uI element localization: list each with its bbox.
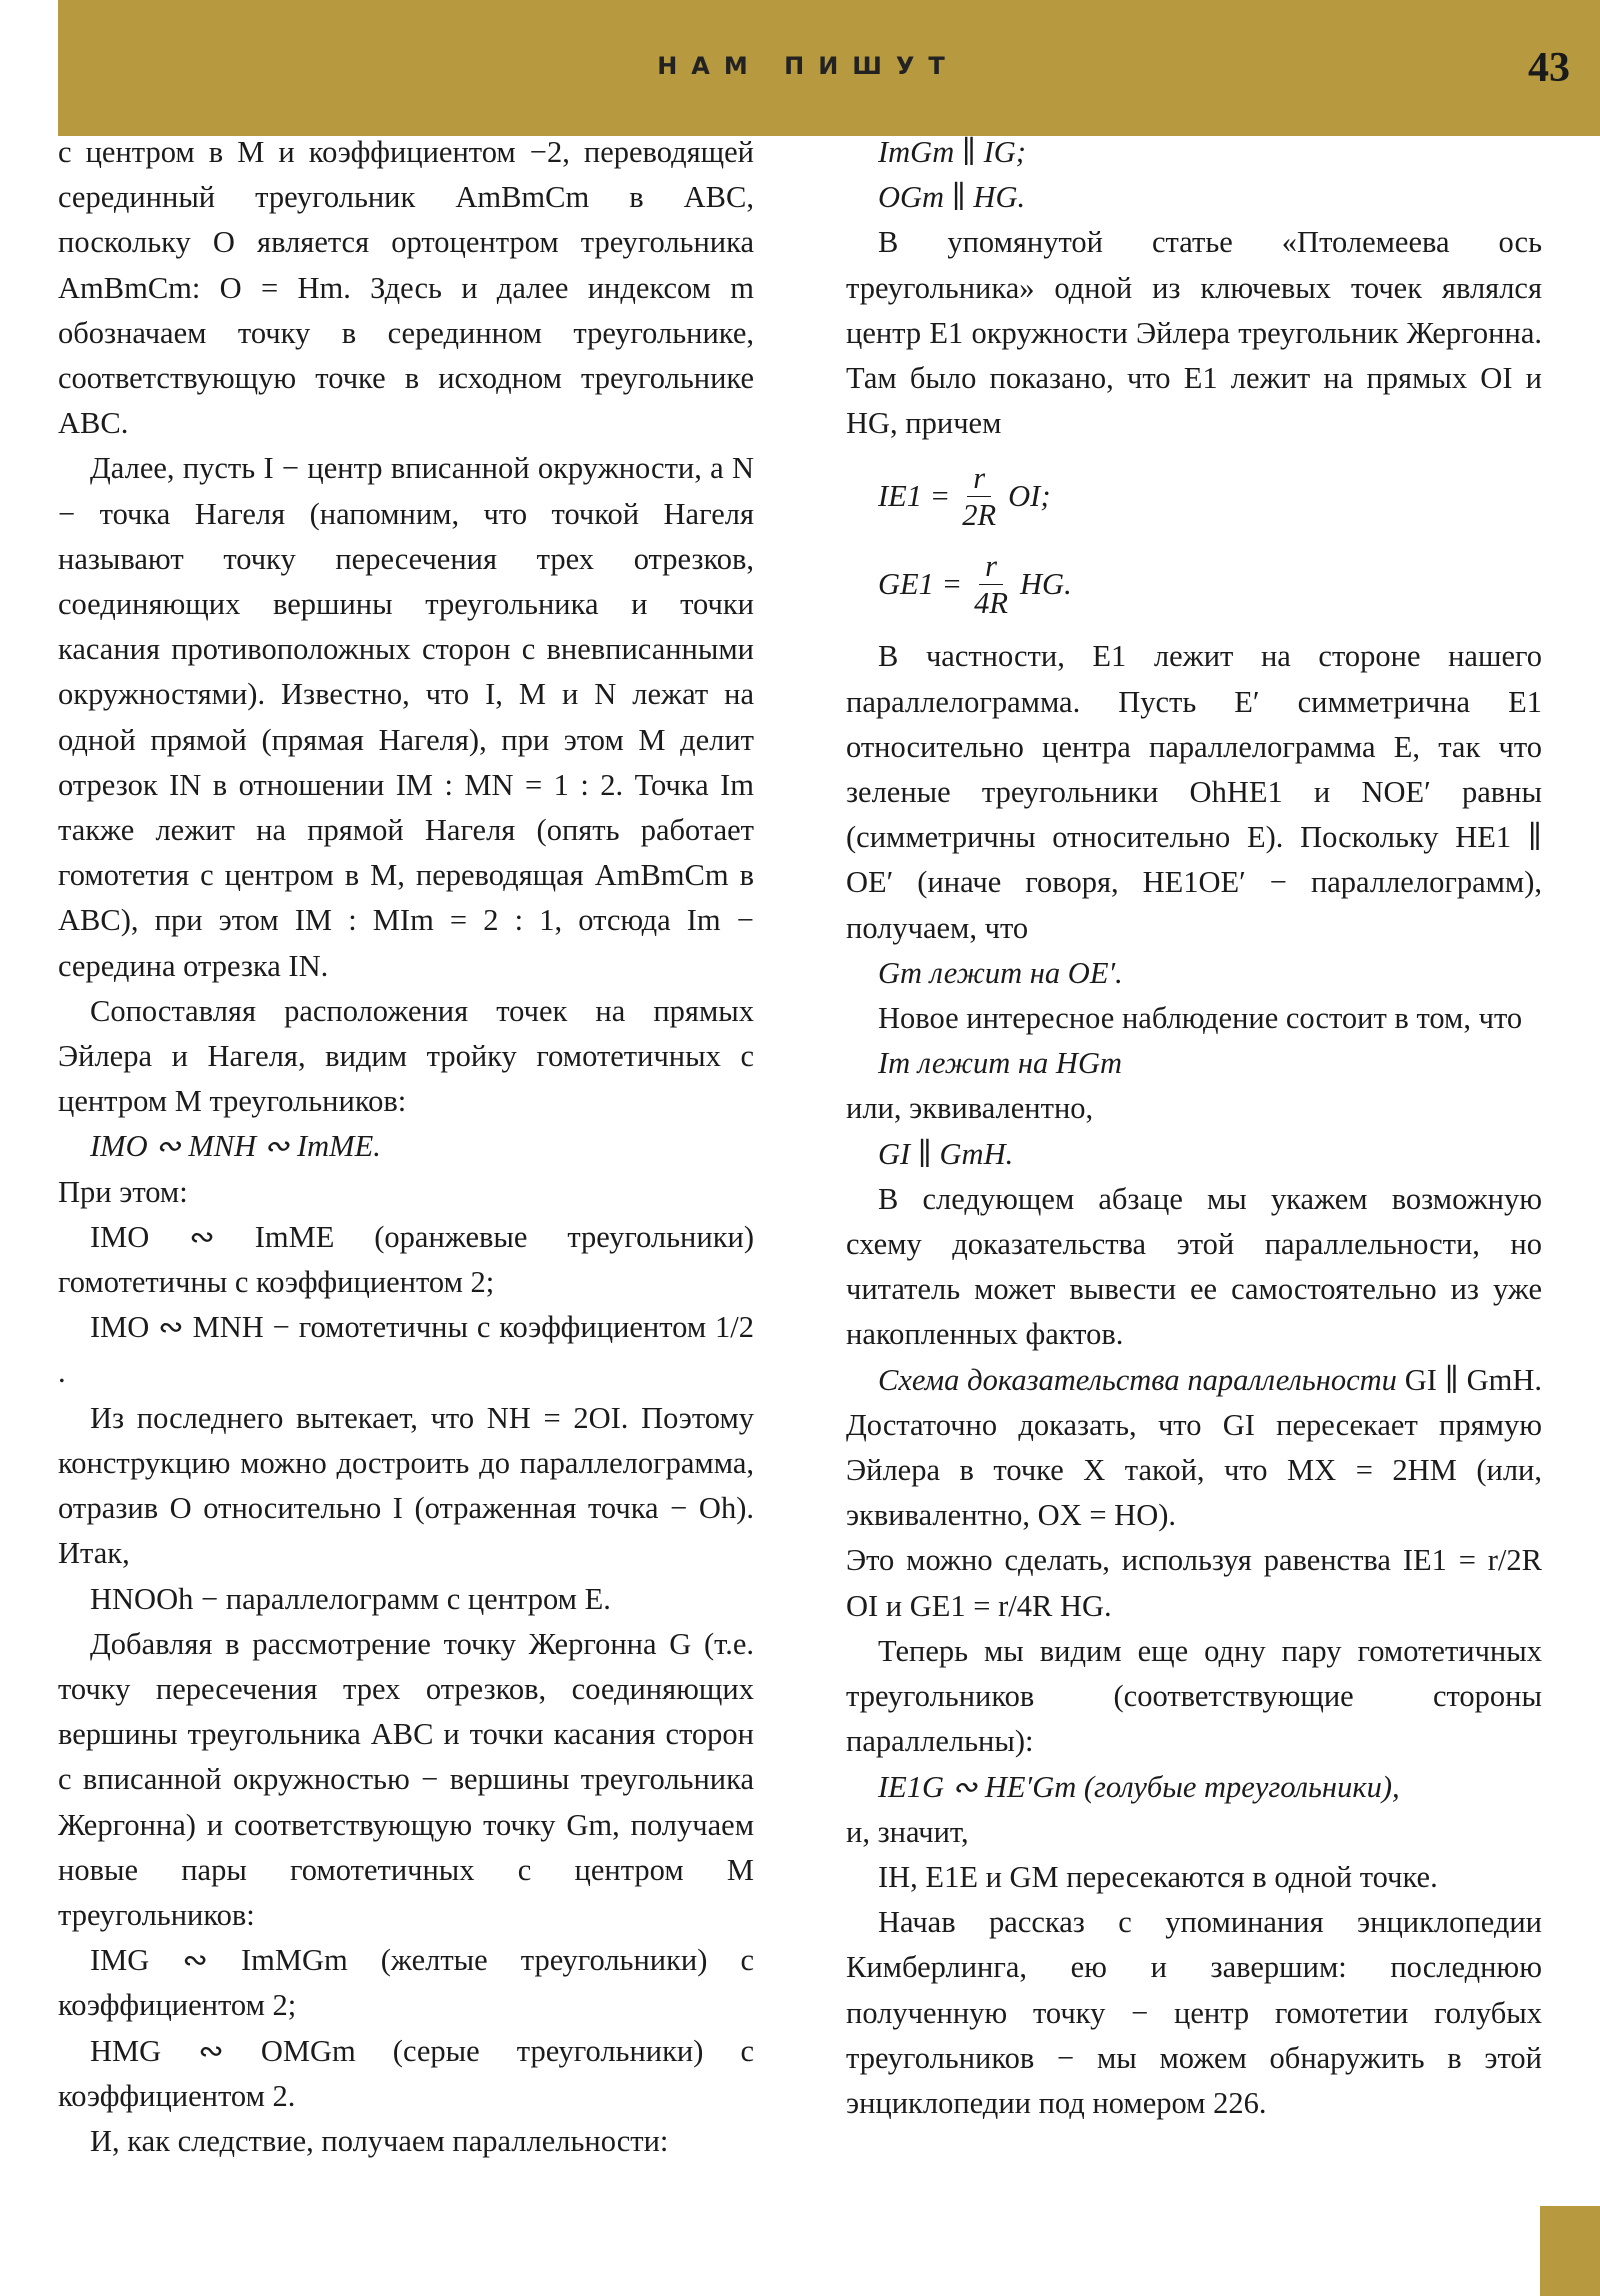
- section-title: НАМ ПИШУТ: [657, 52, 959, 80]
- formula-line: ImGm ∥ IG;: [878, 135, 1026, 169]
- paragraph: Новое интересное наблюдение состоит в том, что: [878, 1001, 1523, 1036]
- formula-rhs: HG.: [1020, 566, 1072, 601]
- page-header: [58, 0, 1600, 136]
- formula-lhs: IE1 =: [878, 478, 951, 513]
- paragraph: или, эквивалентно,: [846, 1091, 1094, 1126]
- paragraph: При этом:: [58, 1174, 188, 1209]
- fraction-numerator: r: [967, 460, 991, 497]
- paragraph: с центром в M и коэффициентом −2, переводящей серединный треугольник AmBmCm в ABC, поскольку O является ортоцентром треугольника AmBmCm: O = Hm. Здесь и далее индексом m обозначаем точку в серединном треугольнике, соответствующую точке в исходном треугольнике ABC.: [58, 135, 754, 441]
- paragraph: Из последнего вытекает, что NH = 2OI. Поэтому конструкцию можно достроить до параллелограмма, отразив O относительно I (отраженная точка − Oh). Итак,: [58, 1400, 754, 1571]
- fraction-numerator: r: [979, 548, 1003, 585]
- fraction-denominator: 4R: [974, 585, 1009, 620]
- paragraph: IMG ∾ ImMGm (желтые треугольники) с коэффициентом 2;: [58, 1943, 754, 2023]
- paragraph: Сопоставляя расположения точек на прямых Эйлера и Нагеля, видим тройку гомотетичных с центром M треугольников:: [58, 993, 754, 1119]
- formula-ge1: [878, 540, 1542, 628]
- paragraph: HMG ∾ OMGm (серые треугольники) с коэффициентом 2.: [58, 2033, 754, 2113]
- fraction: [968, 548, 1014, 621]
- paragraph: и, значит,: [846, 1814, 969, 1849]
- paragraph: В частности, E1 лежит на стороне нашего параллелограмма. Пусть E′ симметрична E1 относительно центра параллелограмма E, так что зеленые треугольники OhHE1 и NOE′ равны (симметричны относительно E). Поскольку HE1 ∥ OE′ (иначе говоря, HE1OE′ − параллелограмм), получаем, что: [846, 639, 1542, 945]
- formula-line: Im лежит на HGm: [878, 1046, 1122, 1081]
- paragraph: HNOOh − параллелограмм с центром E.: [90, 1581, 611, 1616]
- paragraph: Это можно сделать, используя равенства IE1 = r/2R OI и GE1 = r/4R HG.: [846, 1543, 1542, 1623]
- paragraph: [846, 1358, 1542, 1539]
- paragraph-text: GI ∥ GmH. Достаточно доказать, что GI пересекает прямую Эйлера в точке X такой, что MX = 2HM (или, эквивалентно, OX = HO).: [846, 1362, 1542, 1533]
- formula-line: GI ∥ GmH.: [878, 1136, 1014, 1171]
- fraction-formulas: [846, 452, 1542, 628]
- formula-ie1: [878, 452, 1542, 540]
- fraction: [956, 460, 1002, 533]
- formula-rhs: OI;: [1008, 478, 1051, 513]
- paragraph: В упомянутой статье «Птолемеева ось треугольника» одной из ключевых точек являлся центр E1 окружности Эйлера треугольник Жергонна. Там было показано, что E1 лежит на прямых OI и HG, причем: [846, 225, 1542, 441]
- formula-line: IE1G ∾ HE′Gm (голубые треугольники),: [878, 1769, 1400, 1804]
- formula-line: Gm лежит на OE′.: [878, 955, 1123, 990]
- formula-lhs: GE1 =: [878, 566, 963, 601]
- paragraph: Начав рассказ с упоминания энциклопедии Кимберлинга, ею и завершим: последнюю полученную точку − центр гомотетии голубых треугольников − мы можем обнаружить в этой энциклопедии под номером 226.: [846, 1905, 1542, 2120]
- left-column: [58, 130, 754, 2164]
- right-column: [846, 130, 1542, 2126]
- paragraph: IH, E1E и GM пересекаются в одной точке.: [878, 1859, 1438, 1894]
- formula-line: OGm ∥ HG.: [878, 180, 1026, 215]
- footer-accent-block: [1540, 2206, 1600, 2296]
- formula-line: IMO ∾ MNH ∾ ImME.: [90, 1129, 381, 1164]
- paragraph: Теперь мы видим еще одну пару гомотетичных треугольников (соответствующие стороны параллельны):: [846, 1633, 1542, 1759]
- paragraph: И, как следствие, получаем параллельности:: [90, 2123, 669, 2158]
- paragraph: В следующем абзаце мы укажем возможную схему доказательства этой параллельности, но читатель может вывести ее самостоятельно из уже накопленных фактов.: [846, 1181, 1542, 1352]
- page-number: 43: [1528, 45, 1570, 91]
- fraction-denominator: 2R: [962, 497, 997, 532]
- paragraph: IMO ∾ ImME (оранжевые треугольники) гомотетичны с коэффициентом 2;: [58, 1219, 754, 1300]
- paragraph: Добавляя в рассмотрение точку Жергонна G (т.е. точку пересечения трех отрезков, соединяющих вершины треугольника ABC и точки касания сторон с вписанной окружностью − вершины треугольника Жергонна) и соответствующую точку Gm, получаем новые пары гомотетичных с центром M треугольников:: [58, 1626, 754, 1932]
- paragraph: IMO ∾ MNH − гомотетичны с коэффициентом 1/2 .: [58, 1310, 754, 1390]
- paragraph: Далее, пусть I − центр вписанной окружности, а N − точка Нагеля (напомним, что точкой Нагеля называют точку пересечения трех отрезков, соединяющих вершины треугольника и точки касания противоположных сторон с вневписанными окружностями). Известно, что I, M и N лежат на одной прямой (прямая Нагеля), при этом M делит отрезок IN в отношении IM : MN = 1 : 2. Точка Im также лежит на прямой Нагеля (опять работает гомотетия с центром в M, переводящая AmBmCm в ABC), при этом IM : MIm = 2 : 1, отсюда Im − середина отрезка IN.: [58, 451, 754, 983]
- italic-heading: Схема доказательства параллельности: [878, 1362, 1397, 1397]
